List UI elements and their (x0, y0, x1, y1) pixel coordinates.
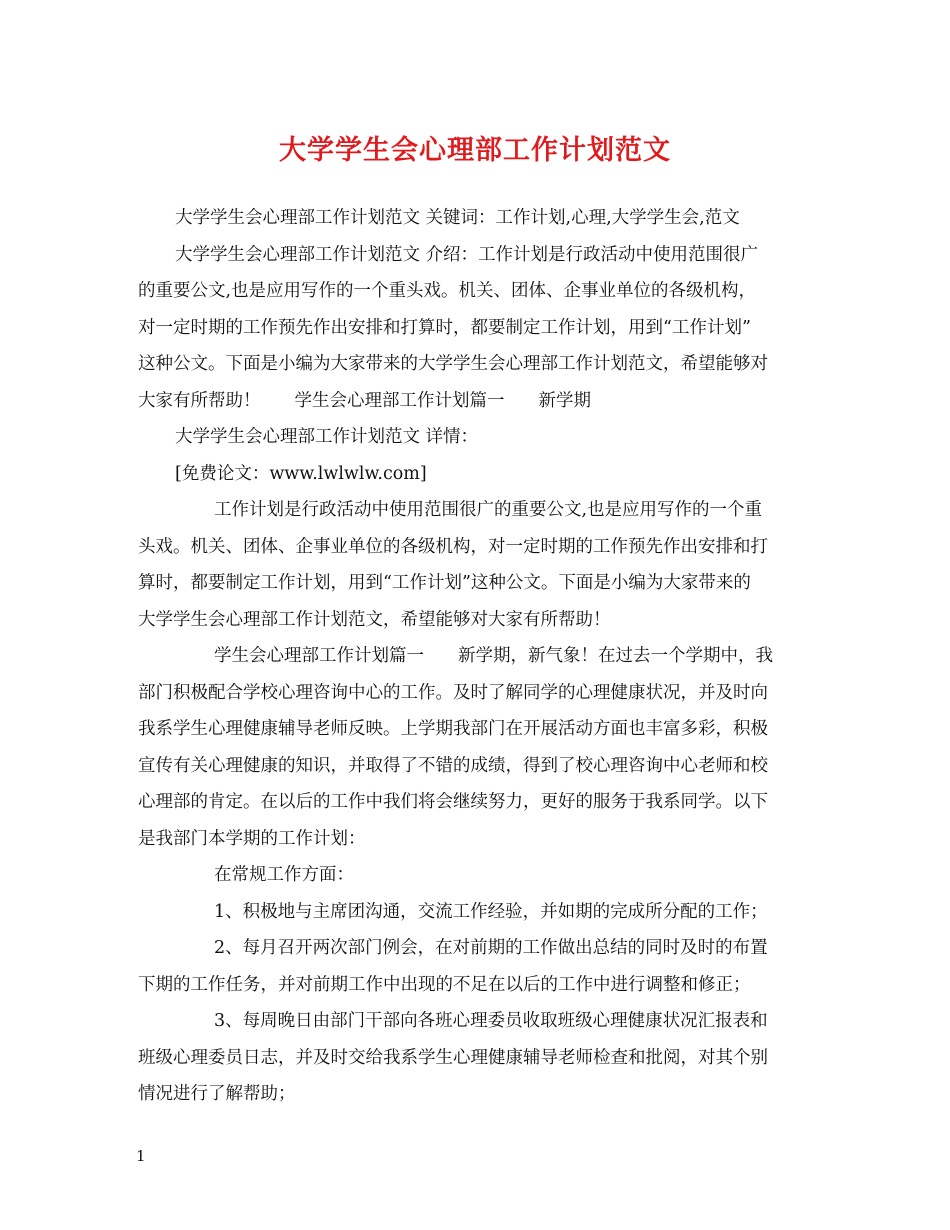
source-line: [免费论文：www.lwlwlw.com] (175, 463, 427, 484)
list-item-continuation: 下期的工作任务，并对前期工作中出现的不足在以后的工作中进行调整和修正； (138, 974, 751, 995)
paragraph-line (138, 383, 814, 420)
section-heading: 在常规工作方面： (214, 865, 354, 885)
paragraph-line: 头戏。机关、团体、企事业单位的各级机构，对一定时期的工作预先作出安排和打 (138, 536, 768, 557)
paragraph-line: 算时，都要制定工作计划，用到“工作计划”这种公文。下面是小编为大家带来的 (138, 573, 751, 593)
paragraph-line: 我系学生心理健康辅导老师反映。上学期我部门在开展活动方面也丰富多彩，积极 (138, 719, 768, 739)
list-item: 1、积极地与主席团沟通，交流工作经验，并如期的完成所分配的工作； (214, 901, 768, 922)
paragraph-line: 宣传有关心理健康的知识，并取得了不错的成绩，得到了校心理咨询中心老师和校 (138, 755, 768, 776)
inline-text: 大家有所帮助！ (138, 390, 261, 411)
details-line: 大学学生会心理部工作计划范文 详情： (175, 427, 479, 447)
list-item-continuation: 情况进行了解帮助； (138, 1084, 296, 1104)
page-number: 1 (136, 1147, 146, 1165)
inline-text: 新学期 (538, 390, 591, 411)
document-body (138, 200, 814, 1113)
paragraph-line: 的重要公文,也是应用写作的一个重头戏。机关、团体、企事业单位的各级机构， (138, 281, 757, 301)
list-item: 2、每月召开两次部门例会，在对前期的工作做出总结的同时及时的布置 (214, 938, 768, 958)
document-title: 大学学生会心理部工作计划范文 (279, 135, 671, 166)
paragraph-line: 是我部门本学期的工作计划： (138, 828, 366, 849)
list-item-continuation: 班级心理委员日志，并及时交给我系学生心理健康辅导老师检查和批阅，对其个别 (138, 1047, 768, 1068)
paragraph-line (138, 638, 814, 675)
inline-text: 新学期，新气象！在过去一个学期中，我 (458, 646, 773, 666)
paragraph-line: 心理部的肯定。在以后的工作中我们将会继续努力，更好的服务于我系同学。以下 (138, 792, 768, 812)
list-item: 3、每周晚日由部门干部向各班心理委员收取班级心理健康状况汇报表和 (214, 1011, 768, 1031)
paragraph-line: 工作计划是行政活动中使用范围很广的重要公文,也是应用写作的一个重 (214, 500, 763, 520)
inline-text: 学生会心理部工作计划篇一 (214, 646, 424, 666)
inline-text: 学生会心理部工作计划篇一 (294, 390, 505, 411)
paragraph-line: 这种公文。下面是小编为大家带来的大学学生会心理部工作计划范文，希望能够对 (138, 354, 768, 374)
paragraph-line: 大学学生会心理部工作计划范文，希望能够对大家有所帮助！ (138, 609, 611, 630)
paragraph-line: 部门积极配合学校心理咨询中心的工作。及时了解同学的心理健康状况，并及时向 (138, 682, 768, 703)
keywords-line: 大学学生会心理部工作计划范文 关键词：工作计划,心理,大学学生会,范文 (175, 208, 740, 228)
intro-line: 大学学生会心理部工作计划范文 介绍：工作计划是行政活动中使用范围很广 (175, 244, 759, 265)
paragraph-line: 对一定时期的工作预先作出安排和打算时，都要制定工作计划，用到“工作计划” (138, 317, 751, 338)
